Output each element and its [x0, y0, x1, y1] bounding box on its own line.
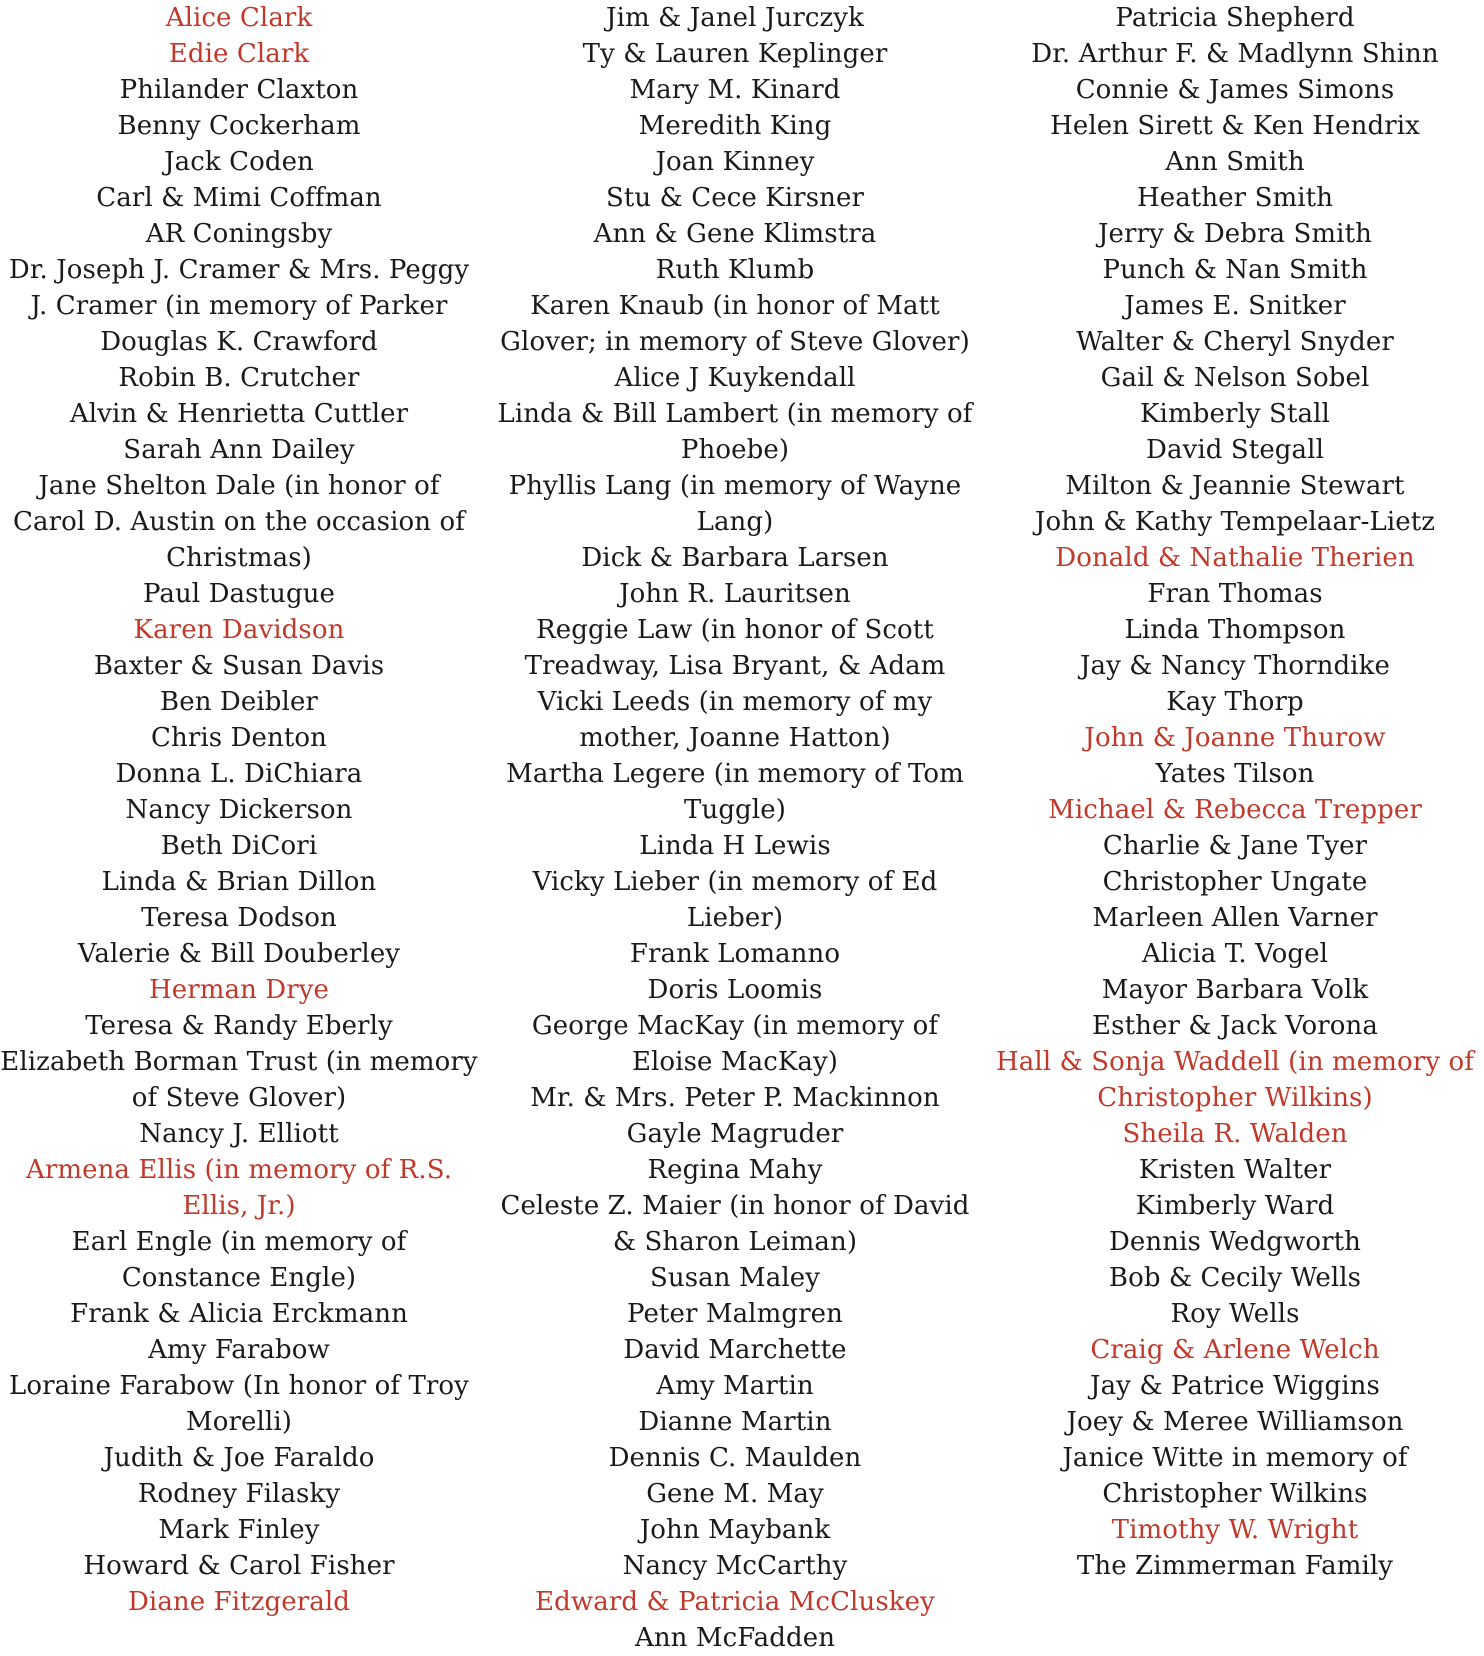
- donor-entry: Paul Dastugue: [142, 579, 336, 609]
- donor-entry: Kristen Walter: [1138, 1155, 1332, 1185]
- donor-column-3: [990, 0, 1480, 1584]
- donor-entry: Dr. Arthur F. & Madlynn Shinn: [1031, 39, 1439, 69]
- donor-entry: Jay & Nancy Thorndike: [1080, 651, 1390, 681]
- donor-entry: Bob & Cecily Wells: [1108, 1263, 1362, 1293]
- donor-entry: Joan Kinney: [655, 147, 815, 177]
- donor-entry: Stu & Cece Kirsner: [605, 183, 865, 213]
- donor-entry: Donna L. DiChiara: [115, 759, 363, 789]
- donor-entry: Connie & James Simons: [1075, 75, 1395, 105]
- donor-entry: Phyllis Lang (in memory of Wayne Lang): [508, 471, 962, 537]
- donor-entry: Gene M. May: [646, 1479, 824, 1509]
- donor-entry: Ann Smith: [1165, 147, 1305, 177]
- donor-entry: Michael & Rebecca Trepper: [1048, 795, 1422, 825]
- donor-entry: Walter & Cheryl Snyder: [1076, 327, 1394, 357]
- donor-entry: Jerry & Debra Smith: [1098, 219, 1372, 249]
- donor-entry: Nancy J. Elliott: [139, 1119, 339, 1149]
- donor-entry: Alice J Kuykendall: [614, 363, 856, 393]
- donor-entry: Edward & Patricia McCluskey: [535, 1587, 935, 1617]
- donor-entry: Kay Thorp: [1166, 687, 1304, 717]
- donor-column-1: [0, 0, 478, 1620]
- donor-entry: Herman Drye: [148, 975, 330, 1005]
- donor-entry: Philander Claxton: [119, 75, 359, 105]
- donor-entry: Celeste Z. Maier (in honor of David & Sharon Leiman): [500, 1191, 970, 1257]
- donor-entry: Marleen Allen Varner: [1092, 903, 1378, 933]
- donor-entry: Joey & Meree Williamson: [1066, 1407, 1404, 1437]
- donor-entry: Patricia Shepherd: [1115, 3, 1355, 33]
- donor-entry: Jane Shelton Dale (in honor of Carol D. Austin on the occasion of Christmas): [13, 471, 465, 573]
- donor-entry: George MacKay (in memory of Eloise MacKay): [531, 1011, 939, 1077]
- donor-entry: Kimberly Ward: [1135, 1191, 1335, 1221]
- donor-entry: John & Kathy Tempelaar-Lietz: [1034, 507, 1436, 537]
- donor-entry: Howard & Carol Fisher: [83, 1551, 395, 1581]
- donor-column-2: [488, 0, 982, 1656]
- donor-entry: Mary M. Kinard: [629, 75, 841, 105]
- donor-entry: Mayor Barbara Volk: [1101, 975, 1369, 1005]
- donor-entry: Benny Cockerham: [117, 111, 361, 141]
- donor-entry: Milton & Jeannie Stewart: [1065, 471, 1405, 501]
- donor-entry: Dick & Barbara Larsen: [581, 543, 889, 573]
- donor-entry: Mr. & Mrs. Peter P. Mackinnon: [530, 1083, 940, 1113]
- donor-entry: Armena Ellis (in memory of R.S. Ellis, Jr.): [25, 1155, 453, 1221]
- donor-entry: James E. Snitker: [1124, 291, 1346, 321]
- donor-entry: Karen Davidson: [133, 615, 345, 645]
- donor-entry: Baxter & Susan Davis: [93, 651, 385, 681]
- donor-entry: Donald & Nathalie Therien: [1055, 543, 1415, 573]
- donor-entry: Vicky Lieber (in memory of Ed Lieber): [532, 867, 938, 933]
- donor-entry: Jack Coden: [164, 147, 314, 177]
- donor-entry: Nancy Dickerson: [125, 795, 353, 825]
- donor-entry: Loraine Farabow (In honor of Troy Morelli): [9, 1371, 469, 1437]
- donor-entry: Judith & Joe Faraldo: [103, 1443, 375, 1473]
- donor-entry: Vicki Leeds (in memory of my mother, Joanne Hatton): [537, 687, 933, 753]
- donor-entry: Gail & Nelson Sobel: [1100, 363, 1370, 393]
- donor-entry: Alicia T. Vogel: [1142, 939, 1328, 969]
- donor-entry: Edie Clark: [168, 39, 310, 69]
- donor-entry: Alice Clark: [165, 3, 313, 33]
- donor-entry: Reggie Law (in honor of Scott Treadway, Lisa Bryant, & Adam: [524, 615, 946, 681]
- donor-entry: Robin B. Crutcher: [118, 363, 360, 393]
- donor-entry: Douglas K. Crawford: [100, 327, 378, 357]
- donor-entry: Teresa & Randy Eberly: [85, 1011, 393, 1041]
- donor-entry: Ann & Gene Klimstra: [593, 219, 877, 249]
- donor-entry: Timothy W. Wright: [1111, 1515, 1359, 1545]
- donor-entry: Susan Maley: [649, 1263, 821, 1293]
- donor-entry: David Stegall: [1146, 435, 1324, 465]
- donor-entry: Doris Loomis: [647, 975, 823, 1005]
- donor-entry: Valerie & Bill Douberley: [77, 939, 401, 969]
- donor-entry: Earl Engle (in memory of Constance Engle): [71, 1227, 407, 1293]
- donor-entry: Beth DiCori: [160, 831, 318, 861]
- donor-entry: Jay & Patrice Wiggins: [1090, 1371, 1380, 1401]
- donor-entry: Linda H Lewis: [639, 831, 831, 861]
- donor-entry: Dennis Wedgworth: [1108, 1227, 1362, 1257]
- donor-entry: Frank Lomanno: [629, 939, 841, 969]
- donor-entry: The Zimmerman Family: [1076, 1551, 1394, 1581]
- donor-entry: Martha Legere (in memory of Tom Tuggle): [506, 759, 964, 825]
- donor-entry: Sarah Ann Dailey: [123, 435, 355, 465]
- donor-entry: Rodney Filasky: [137, 1479, 341, 1509]
- donor-entry: Dennis C. Maulden: [608, 1443, 862, 1473]
- donor-entry: Amy Martin: [656, 1371, 814, 1401]
- donor-entry: Linda & Brian Dillon: [101, 867, 377, 897]
- donor-entry: John Maybank: [639, 1515, 831, 1545]
- donor-entry: Diane Fitzgerald: [127, 1587, 351, 1617]
- donor-entry: Gayle Magruder: [626, 1119, 844, 1149]
- donor-entry: Craig & Arlene Welch: [1090, 1335, 1380, 1365]
- donor-entry: John R. Lauritsen: [619, 579, 851, 609]
- donor-entry: Esther & Jack Vorona: [1092, 1011, 1378, 1041]
- donor-entry: Mark Finley: [158, 1515, 320, 1545]
- donor-entry: Regina Mahy: [647, 1155, 823, 1185]
- donor-entry: Frank & Alicia Erckmann: [70, 1299, 408, 1329]
- donor-entry: Hall & Sonja Waddell (in memory of Christopher Wilkins): [996, 1047, 1474, 1113]
- donor-entry: Dr. Joseph J. Cramer & Mrs. Peggy J. Cramer (in memory of Parker: [8, 255, 470, 321]
- donor-entry: Ann McFadden: [634, 1623, 836, 1653]
- donor-entry: Teresa Dodson: [141, 903, 337, 933]
- donor-entry: Christopher Ungate: [1102, 867, 1368, 897]
- donor-entry: Carl & Mimi Coffman: [96, 183, 382, 213]
- donor-entry: AR Coningsby: [145, 219, 333, 249]
- donor-entry: Linda & Bill Lambert (in memory of Phoebe): [497, 399, 973, 465]
- donor-entry: Peter Malmgren: [627, 1299, 843, 1329]
- donor-entry: Fran Thomas: [1147, 579, 1323, 609]
- donor-entry: Helen Sirett & Ken Hendrix: [1050, 111, 1420, 141]
- donor-entry: Sheila R. Walden: [1122, 1119, 1348, 1149]
- donor-entry: David Marchette: [623, 1335, 847, 1365]
- donor-entry: Ben Deibler: [160, 687, 318, 717]
- donor-entry: Yates Tilson: [1155, 759, 1315, 789]
- donor-entry: Punch & Nan Smith: [1102, 255, 1368, 285]
- donor-entry: Dianne Martin: [638, 1407, 832, 1437]
- donor-entry: Chris Denton: [150, 723, 327, 753]
- donor-entry: Kimberly Stall: [1140, 399, 1330, 429]
- donor-entry: Amy Farabow: [148, 1335, 330, 1365]
- donor-entry: Charlie & Jane Tyer: [1102, 831, 1368, 861]
- donor-entry: Heather Smith: [1136, 183, 1334, 213]
- donor-entry: Ty & Lauren Keplinger: [582, 39, 888, 69]
- donor-entry: Meredith King: [638, 111, 832, 141]
- donor-entry: Alvin & Henrietta Cuttler: [69, 399, 409, 429]
- donor-entry: Roy Wells: [1170, 1299, 1300, 1329]
- donor-entry: Janice Witte in memory of Christopher Wilkins: [1062, 1443, 1408, 1509]
- donor-entry: Jim & Janel Jurczyk: [606, 3, 864, 33]
- donor-entry: Ruth Klumb: [655, 255, 815, 285]
- donor-entry: John & Joanne Thurow: [1084, 723, 1386, 753]
- donor-entry: Nancy McCarthy: [622, 1551, 848, 1581]
- donor-entry: Linda Thompson: [1124, 615, 1346, 645]
- donor-entry: Elizabeth Borman Trust (in memory of Steve Glover): [0, 1047, 478, 1113]
- donor-entry: Karen Knaub (in honor of Matt Glover; in memory of Steve Glover): [500, 291, 970, 357]
